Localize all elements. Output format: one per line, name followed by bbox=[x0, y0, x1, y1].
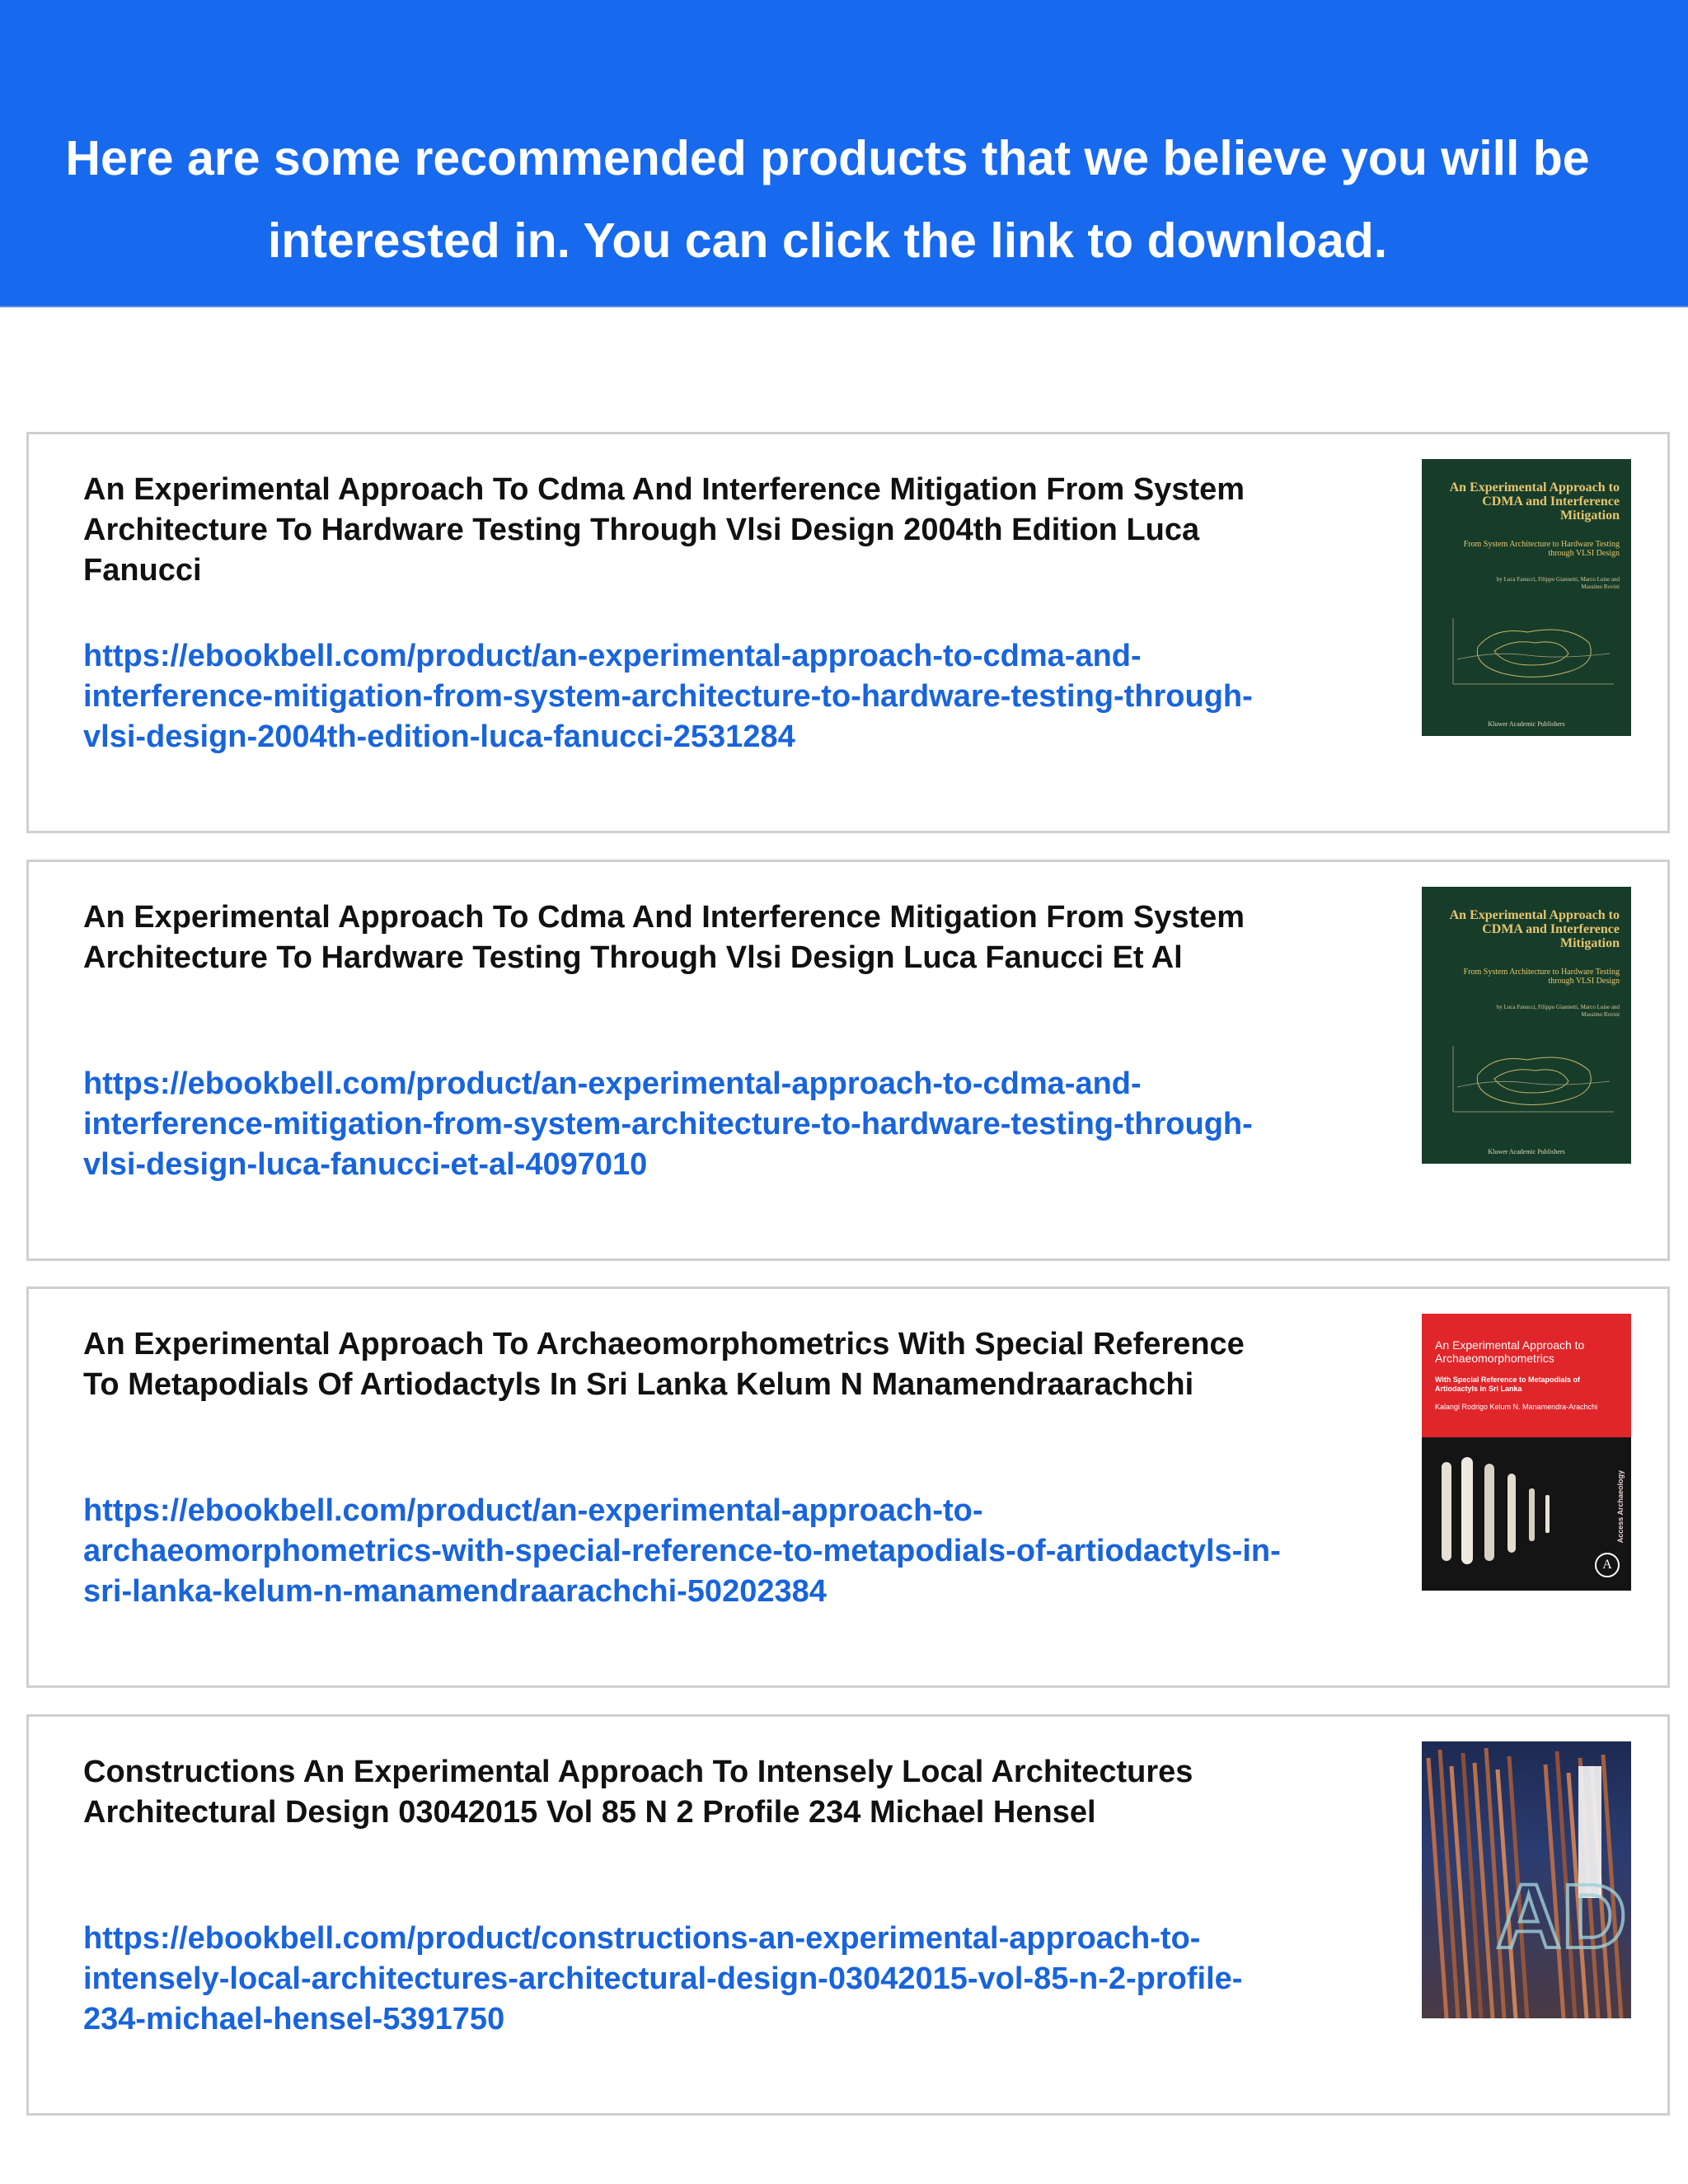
cover-subtitle: With Special Reference to Metapodials of Artiodactyls in Sri Lanka bbox=[1435, 1376, 1580, 1393]
product-download-link[interactable]: https://ebookbell.com/product/an-experimental-approach-to-cdma-and-interference-mitigation-from-system-architecture-to-hardware-testing-through-vlsi-design-luca-fanucci-et-al-4097010 bbox=[83, 1066, 1253, 1182]
product-card bbox=[26, 1286, 1670, 1688]
product-card bbox=[26, 1714, 1670, 2116]
product-cover-image[interactable] bbox=[1422, 1741, 1631, 2018]
cover-title: An Experimental Approach to CDMA and Interference Mitigation bbox=[1449, 480, 1620, 523]
product-download-link[interactable]: https://ebookbell.com/product/an-experimental-approach-to-cdma-and-interference-mitigation-from-system-architecture-to-hardware-testing-through-vlsi-design-2004th-edition-luca-fanucci-2531284 bbox=[83, 639, 1253, 754]
cover-authors: Kalangi Rodrigo Kelum N. Manamendra-Arachchi bbox=[1435, 1403, 1598, 1411]
cover-series: Access Archaeology bbox=[1616, 1470, 1625, 1544]
product-title: Constructions An Experimental Approach To Intensely Local Architectures Architectural Design 03042015 Vol 85 N 2 Profile 234 Michael Hensel bbox=[83, 1755, 1193, 1830]
product-card bbox=[26, 860, 1670, 1261]
cover-publisher: Kluwer Academic Publishers bbox=[1488, 1148, 1565, 1155]
product-title: An Experimental Approach To Archaeomorphometrics With Special Reference To Metapodials Of Artiodactyls In Sri Lanka Kelum N Manamendraarachchi bbox=[83, 1327, 1245, 1402]
product-title: An Experimental Approach To Cdma And Interference Mitigation From System Architecture To Hardware Testing Through Vlsi Design Luca Fanucci Et Al bbox=[83, 900, 1245, 975]
cover-subtitle: From System Architecture to Hardware Testing through VLSI Design bbox=[1463, 968, 1620, 986]
product-download-link[interactable]: https://ebookbell.com/product/constructions-an-experimental-approach-to-intensely-local-architectures-architectural-design-03042015-vol-85-n-2-profile-234-michael-hensel-5391750 bbox=[83, 1921, 1243, 2036]
cover-architecture-photo bbox=[1422, 1741, 1631, 2018]
product-card bbox=[26, 432, 1670, 833]
product-cover-image[interactable] bbox=[1422, 1314, 1631, 1591]
product-cover-image[interactable] bbox=[1422, 887, 1631, 1164]
product-download-link[interactable]: https://ebookbell.com/product/an-experimental-approach-to-archaeomorphometrics-with-special-reference-to-metapodials-of-artiodactyls-in-sri-lanka-kelum-n-manamendraarachchi-50202384 bbox=[83, 1493, 1281, 1609]
cover-publisher: Kluwer Academic Publishers bbox=[1488, 720, 1565, 728]
cover-authors: by Luca Fanucci, Filippo Giannetti, Marco Luise and Massimo Rovini bbox=[1496, 576, 1620, 590]
product-cover-image[interactable] bbox=[1422, 459, 1631, 736]
publisher-logo: A bbox=[1595, 1553, 1620, 1577]
cover-title: An Experimental Approach to CDMA and Interference Mitigation bbox=[1449, 908, 1620, 950]
cover-authors: by Luca Fanucci, Filippo Giannetti, Marco Luise and Massimo Rovini bbox=[1496, 1004, 1620, 1018]
cover-plot-illustration bbox=[1445, 1042, 1618, 1116]
product-title: An Experimental Approach To Cdma And Interference Mitigation From System Architecture To Hardware Testing Through Vlsi Design 2004th Edition Luca Fanucci bbox=[83, 472, 1245, 588]
cover-subtitle: From System Architecture to Hardware Testing through VLSI Design bbox=[1463, 540, 1620, 558]
banner-text: Here are some recommended products that we believe you will be interested in. You can click the link to download. bbox=[65, 131, 1590, 268]
cover-title: An Experimental Approach to Archaeomorphometrics bbox=[1435, 1338, 1585, 1365]
recommendation-banner bbox=[0, 0, 1688, 307]
cover-plot-illustration bbox=[1445, 614, 1618, 688]
cover-logo: AD bbox=[1496, 1866, 1627, 1967]
